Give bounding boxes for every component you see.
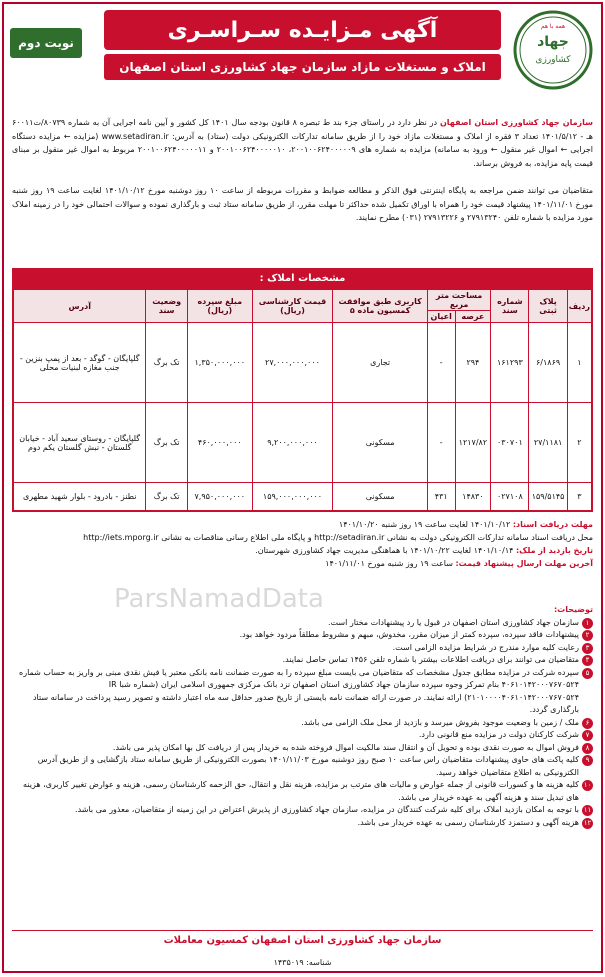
svg-text:جهاد: جهاد [537,34,569,50]
cell-status: تک برگ [146,323,187,403]
cell-deposit: ۷,۹۵۰,۰۰۰,۰۰۰ [187,483,252,511]
doc-location: محل دریافت اسناد سامانه تدارکات الکترونیکی دولت به نشانی http://setadiran.ir و پایگاه ملی اطلاع رسانی مناقصات به نشانی http://iets.mporg.ir [83,533,593,542]
jihad-logo-icon [511,8,595,92]
note-text: سپرده شرکت در مزایده مطابق جدول مشخصات که متقاضیان می بایست مبلغ سپرده را به صورت ضمانت نامه بانکی معتبر یا فیش نقدی مبنی بر واریز به حساب شماره ۴۰۶۱۰۱۴۲۰۰۰۷۶۷۰۵۲۴ بنام تمرکز وجوه سپرده سازمان جهاد کشاورزی استان اصفهان نزد بانک مرکزی جمهوری اسلامی ایران (شماره شبا IR ۲۱۰۱۰۰۰۰۴۰۶۱۰۱۴۲۰۰۰۷۶۷۰۵۲۴) ارائه نمایند. در صورت ارائه ضمانت نامه بایستی از تاریخ صدور حداقل سه ماه اعتبار داشته و تصویر رسید پرداخت در سامانه ستاد بارگذاری گردد. [19,667,579,714]
col-deed-no: شماره سند [491,290,529,323]
note-text: پیشنهادات فاقد سپرده، سپرده کمتر از میزان مقرر، مخدوش، مبهم و مشروط مطلقاً مردود خواهد بود. [239,630,579,639]
col-area: مساحت متر مربع [427,290,490,311]
col-price: قیمت کارشناسی (ریال) [252,290,333,323]
cell-row: ۳ [567,483,591,511]
note-item: ۳ رعایت کلیه موارد مندرج در شرایط مزایده الزامی است. [12,642,593,655]
col-plaque: پلاک ثبتی [529,290,567,323]
ad-subtitle: املاک و مستغلات مازاد سازمان جهاد کشاورزی استان اصفهان [104,54,501,80]
cell-land: ۱۲۱۷/۸۲ [455,403,491,483]
intro-text: در نظر دارد در راستای جزء بند ط تبصره ۸ قانون بودجه سال ۱۴۰۱ کل کشور و آیین نامه اجرایی آن به شماره ۸۰۷۳۹/ت۶۰۰۱۱ هـ - ۱۴۰۱/۵/۱۲ تعداد ۳ فقره از املاک و مستغلات مازاد خود را از طریق سامانه تدارکات الکترونیکی دولت (ستاد) به آدرس: www.setadiran.ir (مزایده ← مزایده دستگاه اجرایی ← اموال غیر منقول ← ورود به سامانه) مزایده به شماره های ۲۰۰۱۰۰۶۲۴۰۰۰۰۰۹، ۲۰۰۱۰۰۶۲۴۰۰۰۰۰۱۰ و ۲۰۰۱۰۰۶۲۴۰۰۰۰۰۱۱ مربوط به اموال غیر منقول بر مبنای قیمت پایه مزایده، به فروش برساند. [12,118,594,168]
doc-deadline-label: مهلت دریافت اسناد: [512,520,593,529]
note-text: فروش اموال به صورت نقدی بوده و تحویل آن و انتقال سند مالکیت اموال فروخته شده به خریدار پس از دریافت کل بها امکان پذیر می باشد. [112,742,579,752]
note-item: ۷ شرکت کارکنان دولت در مزایده منع قانونی دارد. [12,729,593,742]
visit-date [12,544,593,557]
note-item: ۱ سازمان جهاد کشاورزی استان اصفهان در قبول یا رد پیشنهادات مختار است. [12,617,593,630]
cell-plaque: ۲۷/۱۱۸۱ [529,403,567,483]
note-item: ۱۰ کلیه هزینه ها و کسورات قانونی از جمله عوارض و مالیات های مترتب بر مزایده، هزینه نقل و انتقال، حق الزحمه کارشناسان رسمی، هزینه و عوارض تغییر کاربری، هزینه های تبدیل سند و هزینه آگهی به عهده خریدار می باشد. [12,779,593,804]
note-item: ۴ متقاضیان می توانند برای دریافت اطلاعات بیشتر با شماره تلفن ۱۴۵۶ تماس حاصل نمایند. [12,654,593,667]
visit-date-label: تاریخ بازدید از ملک: [515,546,593,555]
note-text: ملک / زمین با وضعیت موجود بفروش میرسد و بازدید از محل ملک الزامی می باشد. [301,717,579,727]
note-text: کلیه پاکت های حاوی پیشنهادات متقاضیان راس ساعت ۱۰ صبح روز دوشنبه مورخ ۱۴۰۱/۱۱/۰۳ بصورت الکترونیکی از طریق سامانه ستاد بازگشایی و از طریق آدرس الکترونیکی به اطلاع متقاضیان خواهد رسید. [37,755,579,777]
round-badge: نوبت دوم [10,28,82,58]
cell-row: ۲ [567,403,591,483]
note-item: ۲ پیشنهادات فاقد سپرده، سپرده کمتر از میزان مقرر، مخدوش، مبهم و مشروط مطلقاً مردود خواهد بود. [12,629,593,642]
cell-deed-no: ۱۶۱۲۹۳ [491,323,529,403]
footer-org: سازمان جهاد کشاورزی استان اصفهان کمسیون معاملات [12,930,593,949]
note-item: ۱۲ هزینه آگهی و دستمزد کارشناسان رسمی به عهده خریدار می باشد. [12,817,593,830]
cell-price: ۲۷,۰۰۰,۰۰۰,۰۰۰ [252,323,333,403]
table-row [14,403,592,483]
cell-use: مسکونی [333,483,428,511]
ad-code: شناسه: ۱۴۳۵۰۱۹ [273,958,332,967]
note-item: ۸ فروش اموال به صورت نقدی بوده و تحویل آن و انتقال سند مالکیت اموال فروخته شده به خریدار پس از دریافت کل بها امکان پذیر می باشد. [12,742,593,755]
col-deposit: مبلغ سپرده (ریال) [187,290,252,323]
property-table [12,268,593,512]
cell-deed-no: ۰۳۰۷۰۱ [491,403,529,483]
intro-lead: سازمان جهاد کشاورزی استان اصفهان [439,118,594,127]
col-status: وضعیت سند [146,290,187,323]
cell-plaque: ۱۵۹/۵۱۴۵ [529,483,567,511]
notes-title: توضیحات: [553,605,593,614]
note-item: ۵ سپرده شرکت در مزایده مطابق جدول مشخصات که متقاضیان می بایست مبلغ سپرده را به صورت ضمانت نامه بانکی معتبر یا فیش نقدی مبنی بر واریز به حساب شماره ۴۰۶۱۰۱۴۲۰۰۰۷۶۷۰۵۲۴ بنام تمرکز وجوه سپرده سازمان جهاد کشاورزی استان اصفهان نزد بانک مرکزی جمهوری اسلامی ایران (شماره شبا IR ۲۱۰۱۰۰۰۰۴۰۶۱۰۱۴۲۰۰۰۷۶۷۰۵۲۴) ارائه نمایند. در صورت ارائه ضمانت نامه بایستی از تاریخ صدور حداقل سه ماه اعتبار داشته و تصویر رسید پرداخت در سامانه ستاد بارگذاری گردد. [12,667,593,717]
schedule-info [12,518,593,570]
cell-deposit: ۱,۳۵۰,۰۰۰,۰۰۰ [187,323,252,403]
note-text: رعایت کلیه موارد مندرج در شرایط مزایده الزامی است. [392,642,579,652]
note-text: کلیه هزینه ها و کسورات قانونی از جمله عوارض و مالیات های مترتب بر مزایده، هزینه نقل و انتقال، حق الزحمه کارشناسان رسمی، هزینه و عوارض تغییر کاربری، هزینه های تبدیل سند و هزینه آگهی به عهده خریدار می باشد. [23,780,579,802]
col-land: عرصه [455,311,491,323]
bid-deadline-value: ساعت ۱۹ روز شنبه مورخ ۱۴۰۱/۱۱/۰۱ [325,559,453,568]
col-row: ردیف [567,290,591,323]
ad-page [2,2,603,973]
cell-price: ۱۵۹,۰۰۰,۰۰۰,۰۰۰ [252,483,333,511]
cell-building: - [427,403,455,483]
note-item: ۱۱ با توجه به امکان بازدید املاک برای کلیه شرکت کنندگان در مزایده، سازمان جهاد کشاورزی از پذیرش اعتراض در این زمینه از متقاضیان، معذور می باشد. [12,804,593,817]
cell-land: ۲۹۴ [455,323,491,403]
intro-paragraph-2: متقاضیان می توانند ضمن مراجعه به پایگاه اینترنتی فوق الذکر و مطالعه ضوابط و مقررات مربوطه از ساعت ۱۰ روز دوشنبه مورخ ۱۴۰۱/۱۰/۱۲ لغایت ساعت ۱۹ روز شنبه مورخ ۱۴۰۱/۱۱/۰۱ پیشنهاد قیمت خود را همراه با اوراق تکمیل شده حداکثر تا مهلت مقرر، از طریق سامانه ستاد ثبت و بارگذاری نموده و سوالات احتمالی خود را در زمینه املاک مورد مزایده با شماره تلفن ۲۷۹۱۳۲۴۰ و ۲۷۹۱۳۲۲۶ (۰۳۱) مطرح نمایند. [12,186,594,222]
table-title: مشخصات املاک : [13,269,592,289]
cell-address: نطنز - بادرود - بلوار شهید مطهری [14,483,146,511]
watermark: ParsNamadData [114,584,324,614]
svg-text:کشاورزی: کشاورزی [535,55,571,65]
cell-row: ۱ [567,323,591,403]
note-text: با توجه به امکان بازدید املاک برای کلیه شرکت کنندگان در مزایده، سازمان جهاد کشاورزی از پذیرش اعتراض در این زمینه از متقاضیان، معذور می باشد. [75,805,579,814]
cell-building: ۴۳۱ [427,483,455,511]
doc-deadline [12,518,593,531]
note-text: هزینه آگهی و دستمزد کارشناسان رسمی به عهده خریدار می باشد. [357,817,579,827]
note-text: سازمان جهاد کشاورزی استان اصفهان در قبول یا رد پیشنهادات مختار است. [328,617,579,627]
cell-land: ۱۴۸۳۰ [455,483,491,511]
cell-deed-no: ۰۲۷۱۰۸ [491,483,529,511]
col-address: آدرس [14,290,146,323]
bid-deadline [12,557,593,570]
cell-address: گلپایگان - گوگد - بعد از پمپ بنزین - جنب مغازه لبنیات محلی [14,323,146,403]
doc-deadline-value: ۱۴۰۱/۱۰/۱۲ لغایت ساعت ۱۹ روز شنبه ۱۴۰۱/۱۰/۲۰ [338,520,511,529]
cell-deposit: ۴۶۰,۰۰۰,۰۰۰ [187,403,252,483]
cell-address: گلپایگان - روستای سعید آباد - خیابان گلستان - نبش گلستان یکم دوم [14,403,146,483]
col-building: اعیان [427,311,455,323]
ad-title: آگهی مـزایـده سـراسـری [104,10,501,50]
cell-status: تک برگ [146,483,187,511]
intro-paragraph [12,116,593,170]
col-use: کاربری طبق موافقت کمسیون ماده ۵ [333,290,428,323]
cell-building: - [427,323,455,403]
cell-use: تجاری [333,323,428,403]
note-text: متقاضیان می توانند برای دریافت اطلاعات بیشتر با شماره تلفن ۱۴۵۶ تماس حاصل نمایند. [282,655,579,664]
table-row [14,323,592,403]
cell-price: ۹,۲۰۰,۰۰۰,۰۰۰ [252,403,333,483]
note-text: شرکت کارکنان دولت در مزایده منع قانونی دارد. [418,730,579,739]
visit-date-value: ۱۴۰۱/۱۰/۱۴ لغایت ۱۴۰۱/۱۰/۲۲ با هماهنگی مدیریت جهاد کشاورزی شهرستان. [255,546,514,555]
table-row [14,483,592,511]
note-item: ۶ ملک / زمین با وضعیت موجود بفروش میرسد و بازدید از محل ملک الزامی می باشد. [12,717,593,730]
bid-deadline-label: آخرین مهلت ارسال پیشنهاد قیمت: [455,559,593,568]
notes-section [12,604,593,829]
cell-use: مسکونی [333,403,428,483]
cell-plaque: ۶/۱۸۶۹ [529,323,567,403]
note-item: ۹ کلیه پاکت های حاوی پیشنهادات متقاضیان راس ساعت ۱۰ صبح روز دوشنبه مورخ ۱۴۰۱/۱۱/۰۳ بصورت الکترونیکی از طریق سامانه ستاد بازگشایی و از طریق آدرس الکترونیکی به اطلاع متقاضیان خواهد رسید. [12,754,593,779]
svg-text:همه با هم: همه با هم [540,23,566,30]
cell-status: تک برگ [146,403,187,483]
